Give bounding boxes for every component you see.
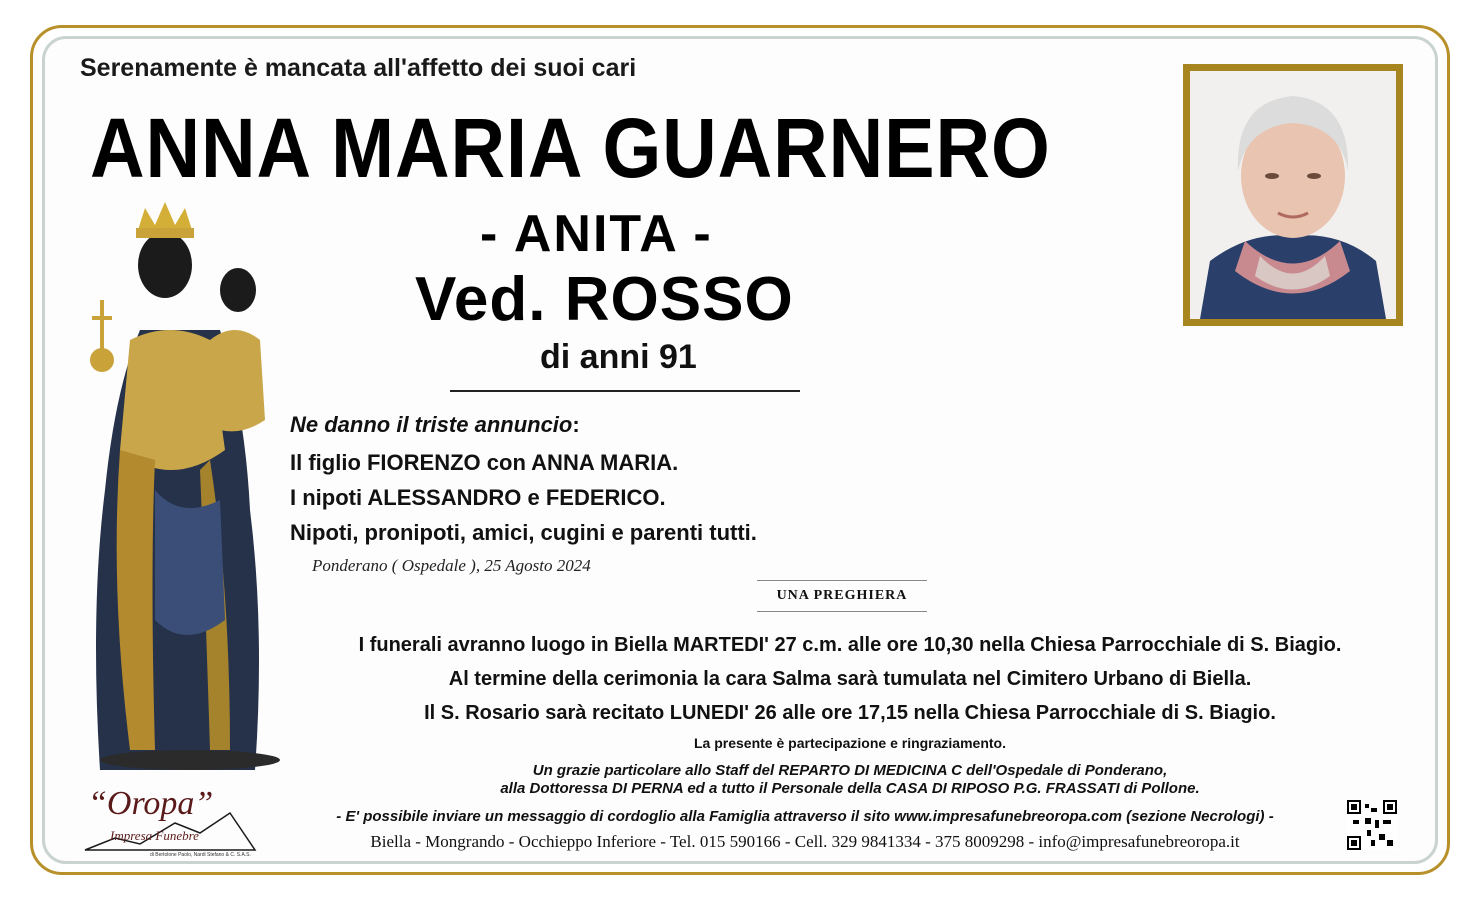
thanks-line: Un grazie particolare allo Staff del REPARTO DI MEDICINA C dell'Ospedale di Ponderano, xyxy=(532,762,1168,779)
funeral-line: Al termine della cerimonia la cara Salma sarà tumulata nel Cimitero Urbano di Biella. xyxy=(448,668,1252,690)
place-date: Ponderano ( Ospedale ), 25 Agosto 2024 xyxy=(312,556,591,575)
announcement-line: Il figlio FIORENZO con ANNA MARIA. xyxy=(290,450,679,475)
svg-text:di Bertolone Paolo, Nardi Stef: di Bertolone Paolo, Nardi Stefano & C. S.A.S. xyxy=(150,852,251,858)
nickname: - ANITA - xyxy=(480,205,713,263)
intro-text: Serenamente è mancata all'affetto dei suoi cari xyxy=(80,54,637,82)
qr-code-icon[interactable] xyxy=(1347,800,1397,850)
footer-contacts: Biella - Mongrando - Occhieppo Inferiore - Tel. 015 590166 - Cell. 329 9841334 - 375 8009298 - info@impresafunebreoropa.it xyxy=(370,832,1240,851)
divider xyxy=(450,390,800,392)
announcement-heading-colon: : xyxy=(572,412,580,437)
thanks-line: alla Dottoressa DI PERNA ed a tutto il Personale della CASA DI RIPOSO P.G. FRASSATI di Pollone. xyxy=(500,780,1200,797)
condolence-message: - E' possibile inviare un messaggio di cordoglio alla Famiglia attraverso il sito www.impresafunebreoropa.com (sezione Necrologi) - xyxy=(336,808,1274,825)
portrait-photo xyxy=(1183,64,1403,326)
participation-note: La presente è partecipazione e ringraziamento. xyxy=(694,735,1006,751)
svg-text:“Oropa”: “Oropa” xyxy=(88,785,214,822)
funeral-line: Il S. Rosario sarà recitato LUNEDI' 26 alle ore 17,15 nella Chiesa Parrocchiale di S. Biagio. xyxy=(424,702,1276,724)
madonna-statue-image xyxy=(60,190,290,770)
announcement-heading-text: Ne danno il triste annuncio xyxy=(290,412,573,437)
age: di anni 91 xyxy=(540,338,697,376)
funeral-line: I funerali avranno luogo in Biella MARTEDI' 27 c.m. alle ore 10,30 nella Chiesa Parrocchiale di S. Biagio. xyxy=(358,634,1342,656)
announcement-heading xyxy=(290,412,580,438)
prayer-label: UNA PREGHIERA xyxy=(757,580,927,612)
logo-mark xyxy=(80,778,260,860)
announcement-line: I nipoti ALESSANDRO e FEDERICO. xyxy=(290,485,666,510)
widow-of: Ved. ROSSO xyxy=(415,265,794,334)
oropa-logo xyxy=(80,778,260,860)
announcement-line: Nipoti, pronipoti, amici, cugini e parenti tutti. xyxy=(290,520,757,545)
portrait-image xyxy=(1190,71,1396,319)
svg-text:Impresa Funebre: Impresa Funebre xyxy=(110,828,199,843)
deceased-name: ANNA MARIA GUARNERO xyxy=(90,101,1051,195)
